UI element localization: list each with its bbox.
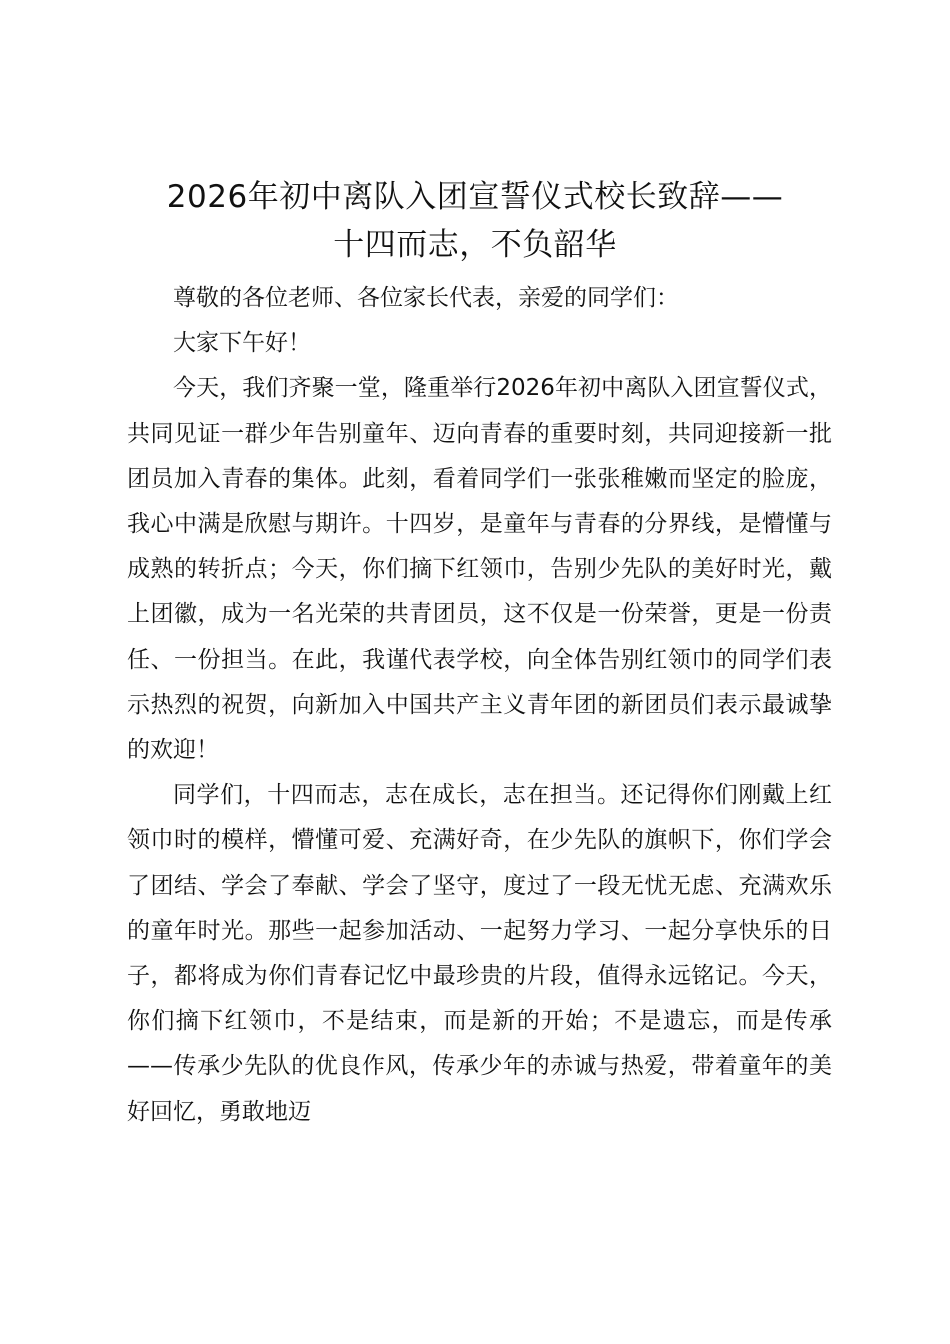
title-line-1: 2026年初中离队入团宣誓仪式校长致辞——: [166, 179, 784, 215]
body-paragraph-2: 同学们，十四而志，志在成长，志在担当。还记得你们刚戴上红领巾时的模样，懵懂可爱、充满好奇，在少先队的旗帜下，你们学会了团结、学会了奉献、学会了坚守，度过了一段无忧无虑、充满欢乐的童年时光。那些一起参加活动、一起努力学习、一起分享快乐的日子，都将成为你们青春记忆中最珍贵的片段，值得永远铭记。今天，你们摘下红领巾，不是结束，而是新的开始；不是遗忘，而是传承——传承少先队的优良作风，传承少年的赤诚与热爱，带着童年的美好回忆，勇敢地迈: [127, 782, 832, 1125]
greeting: 大家下午好！: [173, 330, 311, 357]
body-paragraph-1: 今天，我们齐聚一堂，隆重举行2026年初中离队入团宣誓仪式，共同见证一群少年告别童年、迈向青春的重要时刻，共同迎接新一批团员加入青春的集体。此刻，看着同学们一张张稚嫩而坚定的脸庞，我心中满是欣慰与期许。十四岁，是童年与青春的分界线，是懵懂与成熟的转折点；今天，你们摘下红领巾，告别少先队的美好时光，戴上团徽，成为一名光荣的共青团员，这不仅是一份荣誉，更是一份责任、一份担当。在此，我谨代表学校，向全体告别红领巾的同学们表示热烈的祝贺，向新加入中国共产主义青年团的新团员们表示最诚挚的欢迎！: [127, 375, 832, 764]
document-body: [127, 276, 832, 1135]
title-line-2: 十四而志，不负韶华: [333, 227, 617, 263]
document-title: [100, 173, 850, 269]
salutation: 尊敬的各位老师、各位家长代表，亲爱的同学们：: [173, 285, 679, 311]
